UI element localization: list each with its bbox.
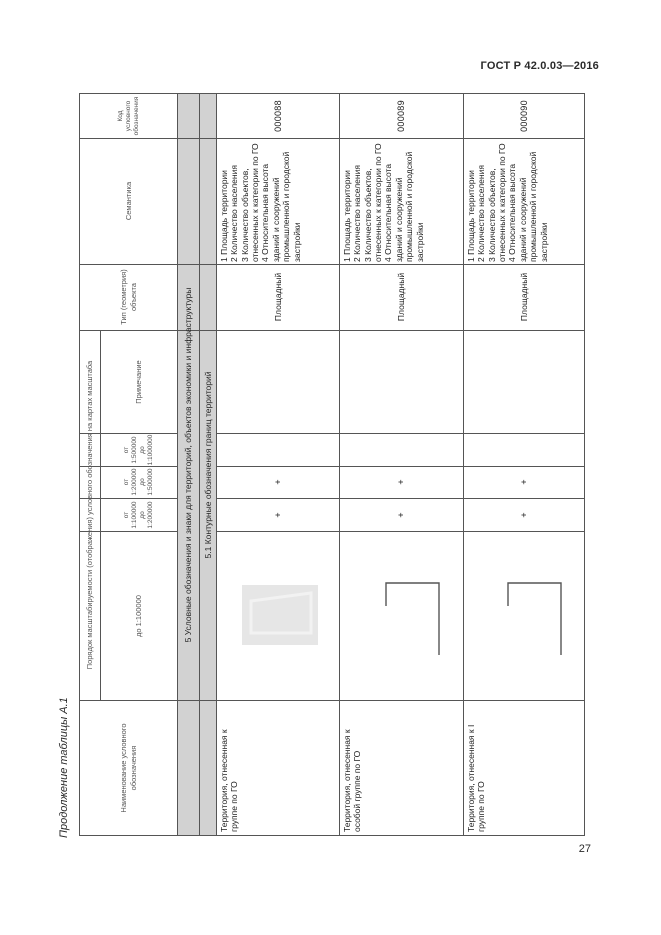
semantics-cell: 1 Площадь территории 2 Количество населения 3 Количество объектов, отнесенных к категории по ГО 4 Относительная высота зданий и сооружений промышленной и городской застройки <box>465 143 549 262</box>
territory-symbol-light <box>216 531 339 700</box>
page-number: 27 <box>578 843 591 855</box>
header-scale-group: Порядок масштабируемости (отображения) условного обозначения на картах масштаба <box>85 360 95 670</box>
header-scale-4: от 1:500000 до 1:1000000 <box>122 434 154 465</box>
code-cell: 000089 <box>396 100 406 132</box>
scale-3-cell: + <box>272 479 283 485</box>
section-title: 5 Условные обозначения и знаки для территорий, объектов экономики и инфраструктуры <box>183 287 193 642</box>
code-cell: 000088 <box>272 100 283 132</box>
symbols-table <box>79 93 585 836</box>
header-scale-3: от 1:200000 до 1:500000 <box>122 468 154 496</box>
scale-2-cell: + <box>396 511 406 518</box>
header-object-type: Тип (геометрия) объекта <box>118 269 138 325</box>
header-scale-2: от 1:100000 до 1:200000 <box>122 500 154 529</box>
symbol-boundary <box>508 583 561 655</box>
object-type-cell: Площадный <box>395 272 406 322</box>
header-name: Наименование условного обозначения <box>118 722 138 813</box>
document-standard-number: ГОСТ Р 42.0.03—2016 <box>480 60 599 72</box>
semantics-cell: 1 Площадь территории 2 Количество населения 3 Количество объектов, отнесенных к категории по ГО 4 Относительная высота зданий и сооружений промышленной и городской застройки <box>342 143 425 262</box>
code-cell: 000090 <box>518 100 529 132</box>
table-caption: Продолжение таблицы А.1 <box>58 697 70 838</box>
object-type-cell: Площадный <box>272 272 283 322</box>
scale-3-cell: + <box>396 479 406 485</box>
symbol-boundary <box>386 583 439 655</box>
scale-3-cell: + <box>518 479 529 485</box>
object-type-cell: Площадный <box>518 272 529 322</box>
territory-symbol-group-1 <box>463 531 584 700</box>
header-scale-1: до 1:100000 <box>133 594 143 637</box>
header-semantics: Семантика <box>123 181 133 221</box>
territory-symbol-special <box>339 531 463 700</box>
header-note: Примечание <box>133 359 143 404</box>
subsection-title: 5.1 Контурные обозначения границ территорий <box>202 371 213 558</box>
symbol-name-cell: Территория, отнесенная к особой группе по ГО <box>342 728 363 832</box>
symbol-name-cell: Территория, отнесенная к I группе по ГО <box>465 724 486 832</box>
scale-2-cell: + <box>272 511 283 518</box>
header-code: Код условного обозначения <box>116 96 140 136</box>
symbol-name-cell: Территория, отнесенная к группе по ГО <box>218 728 239 832</box>
semantics-cell: 1 Площадь территории 2 Количество населения 3 Количество объектов, отнесенных к категории по ГО 4 Относительная высота зданий и сооружений промышленной и городской застройки <box>218 143 302 262</box>
scale-2-cell: + <box>518 511 529 518</box>
